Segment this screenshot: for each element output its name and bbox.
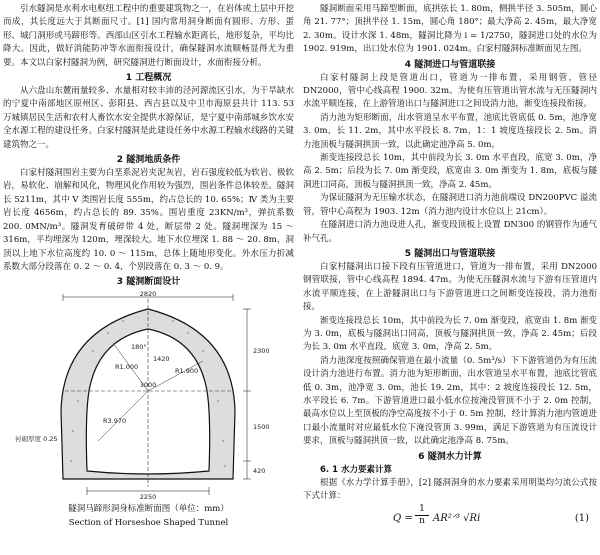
intro-paragraph: 引水隧洞是水利水电枢纽工程中的重要建筑物之一，在岩体或土层中开挖而成，其长度远大于其断面尺寸。[1] 国内常用洞身断面有圆形、方形、蛋形、城门洞形或马蹄形等。西部山区引水工程输水距离长，地形复杂，平均比降大。因此，做好消能防冲等水面衔接设计，确保隧洞水流顺畅显得尤为重要。本文以白家村隧洞为例，研究隧洞进行断面设计，水面衔接分析。 — [3, 4, 294, 68]
section-4-para-2: 消力池为矩形断面，出水管道呈水平布置，池底比管底低 0. 5m，池净宽 3. 0m，长 11. 2m，其中水平段长 8. 7m，1：1 坡度连接段长 2. 5m。消力池顶板与隧洞拱顶一致，以此确定池净高 5. 0m。 — [303, 112, 597, 150]
dim-r1: R1.000 — [115, 363, 139, 372]
right-column — [303, 3, 597, 534]
section-4-para-1: 白家村隧洞上段是管道出口，管道为一排布置，采用钢管，管径 DN2000，管中心线高程 1900. 32m。为使有压管道出管水流与无压隧洞内水流平顺连接，在上游管道出口与隧洞进口之间设消力池，渐变连接段衔接。 — [303, 72, 597, 110]
dim-height-3: 420 — [253, 467, 266, 476]
dim-angle: 180° — [131, 343, 147, 352]
section-2-title: 2 隧洞地质条件 — [116, 155, 181, 166]
left-column — [3, 3, 294, 535]
figure-caption-en: Section of Horseshoe Shaped Tunnel — [68, 518, 229, 529]
section-6-1-body: 根据《水力学计算手册》，[2] 隧洞洞身的水力要素采用明渠均匀流公式按下式计算： — [303, 478, 597, 502]
horseshoe-section-drawing — [3, 291, 294, 501]
dim-height-2: 1500 — [253, 423, 270, 432]
section-5-para-2: 渐变连接段总长 10m，其中前段为长 7. 0m 渐变段，底宽由 1. 8m 渐变为 3. 0m，底板与隧洞出口同高，顶板与隧洞拱顶一致，净高 2. 45m；后段为长 3. 0m 水平直段，底宽 3. 0m，净高 2. 5m。 — [303, 315, 597, 353]
section-3-body: 隧洞断面采用马蹄型断面，底拱弦长 1. 80m，侧拱半径 3. 505m，圆心角 21. 77°；顶拱半径 1. 15m，圆心角 180°；最大净高 2. 45m，最大净宽 2. 30m。设计水深 1. 48m，隧洞比降为 i = 1/2750，隧洞进口处的水位为 1902. 919m，出口处水位为 1901. 024m。白家村隧洞标准断面见左图。 — [303, 4, 597, 55]
equation-1 — [303, 504, 597, 534]
equation-fraction — [415, 504, 429, 527]
section-2-body: 白家村隧洞围岩主要为白垩系泥岩夹泥灰岩，岩石强度较低为软岩、极软岩，易软化、崩解和风化，物理风化作用较为强烈，围岩条件总体较差。隧洞长 5211m，其中 V 类围岩长度 555m，约占总长的 10. 65%；Ⅳ 类为主要岩长度 4656m，约占总长的 89. 35%。围岩重度 23KN/m³，弹抗系数 200. 0MN/m³。隧洞发育破碎带 4 处，断层带 2 处。隧洞埋深为 15 ～ 316m，平均埋深为 120m，埋深较大。地下水位埋深 1. 88 ～ 20. 8m，洞顶以上地下水位高度约 10. 0 ～ 115m，总体上随地形变化。外水压力折减系数大部分段落在 0. 2 ～ 0. 4，个别段落在 0. 3 ～ 0. 9。 — [3, 168, 294, 272]
section-4-para-4: 为保证隧洞为无压输水状态，在隧洞进口消力池前端设 DN200PVC 溢流管，管中心高程为 1903. 12m（消力池内设计水位以上 21cm）。 — [303, 193, 597, 217]
section-6-title: 6 隧洞水力计算 — [418, 451, 482, 462]
figure-caption-cn: 隧洞马蹄形洞身标准断面图（单位：mm） — [68, 504, 229, 515]
dim-mid-width: 3000 — [139, 381, 157, 390]
fraction-denominator: n — [415, 515, 429, 527]
section-4-para-5: 在隧洞进口消力池设进人孔，渐变段顶板上设置 DN300 的钢管作为通气补气孔。 — [303, 220, 597, 244]
dim-base-width: 2250 — [139, 493, 157, 502]
section-5-title: 5 隧洞出口与管道联接 — [404, 248, 496, 259]
section-1-title: 1 工程概况 — [125, 73, 172, 84]
equation-rhs: AR²ᐟ³ √Ri — [433, 512, 481, 524]
section-5-para-3: 消力池深度按照确保管道在最小流量（0. 5m³/s）下下游管道仍为有压流设计消力池进行布置。消力池为矩形断面，出水管道呈水平布置，池底比管底低 0. 3m，池净宽 3. 0m，池长 19. 2m，其中：2 坡度连接段长 12. 5m，水平段长 6. 7m。下游管道进口最小低水位按淹没管顶不小于 2. 0m 控制，最高水位以上至顶板的净空高度按不小于 0. 5m 控制，经计算消力池内管道进口最小流量时对应最低水位下淹没管顶 3. 99m，满足下游管道为有压流设计要求，顶板与隧洞拱顶一致，以此确定池净高 8. 75m。 — [303, 355, 597, 447]
equation-number: (1) — [574, 512, 589, 524]
dim-lining-note: 衬砌厚度 0.25 — [15, 435, 58, 444]
dim-r2: R1.900 — [175, 367, 199, 376]
section-1-body: 从六盘山东麓雨量较多、水量相对较丰沛的泾河源流区引水，为干旱缺水的宁夏中南部地区原州区、彭阳县、西吉县以及中卫市海原县共计 113. 53 万城镇居民生活和农村人畜饮水安全提供水源保证，是宁夏中南部城乡饮水安全水源工程的建设任务。白家村隧洞是此建设任务中水源工程输水线路的关键建筑物之一。 — [3, 86, 294, 150]
dim-r3: R3.970 — [103, 417, 127, 426]
section-4-title: 4 隧洞进口与管道联接 — [404, 59, 496, 70]
tunnel-section-figure — [3, 291, 294, 535]
section-5-para-1: 白家村隧洞出口接下段有压管道进口，管道为一排布置，采用 DN2000 钢管联接，管中心线高程 1894. 47m。为使无压隧洞水流与下游有压管道内水流平顺连接，在上游隧洞出口与下游管道进口之间断变连接段，消力池衔接。 — [303, 261, 597, 313]
equation-lhs: Q = — [393, 512, 413, 524]
section-6-1-title: 6. 1 水力要素计算 — [320, 464, 392, 475]
dim-center: 1420 — [153, 355, 170, 364]
section-4-para-3: 渐变连接段总长 10m，其中前段为长 3. 0m 水平直段，底宽 3. 0m，净高 2. 5m；后段为长 7. 0m 渐变段，底宽由 3. 0m 渐变为 1. 8m，底板与隧洞进口同高，顶板与隧洞拱顶一致，净高 2. 45m。 — [303, 153, 597, 190]
fraction-numerator: 1 — [419, 503, 425, 514]
dim-top-width: 2820 — [139, 291, 157, 299]
section-3-title: 3 隧洞断面设计 — [116, 277, 181, 288]
dim-height-1: 2300 — [253, 347, 270, 356]
